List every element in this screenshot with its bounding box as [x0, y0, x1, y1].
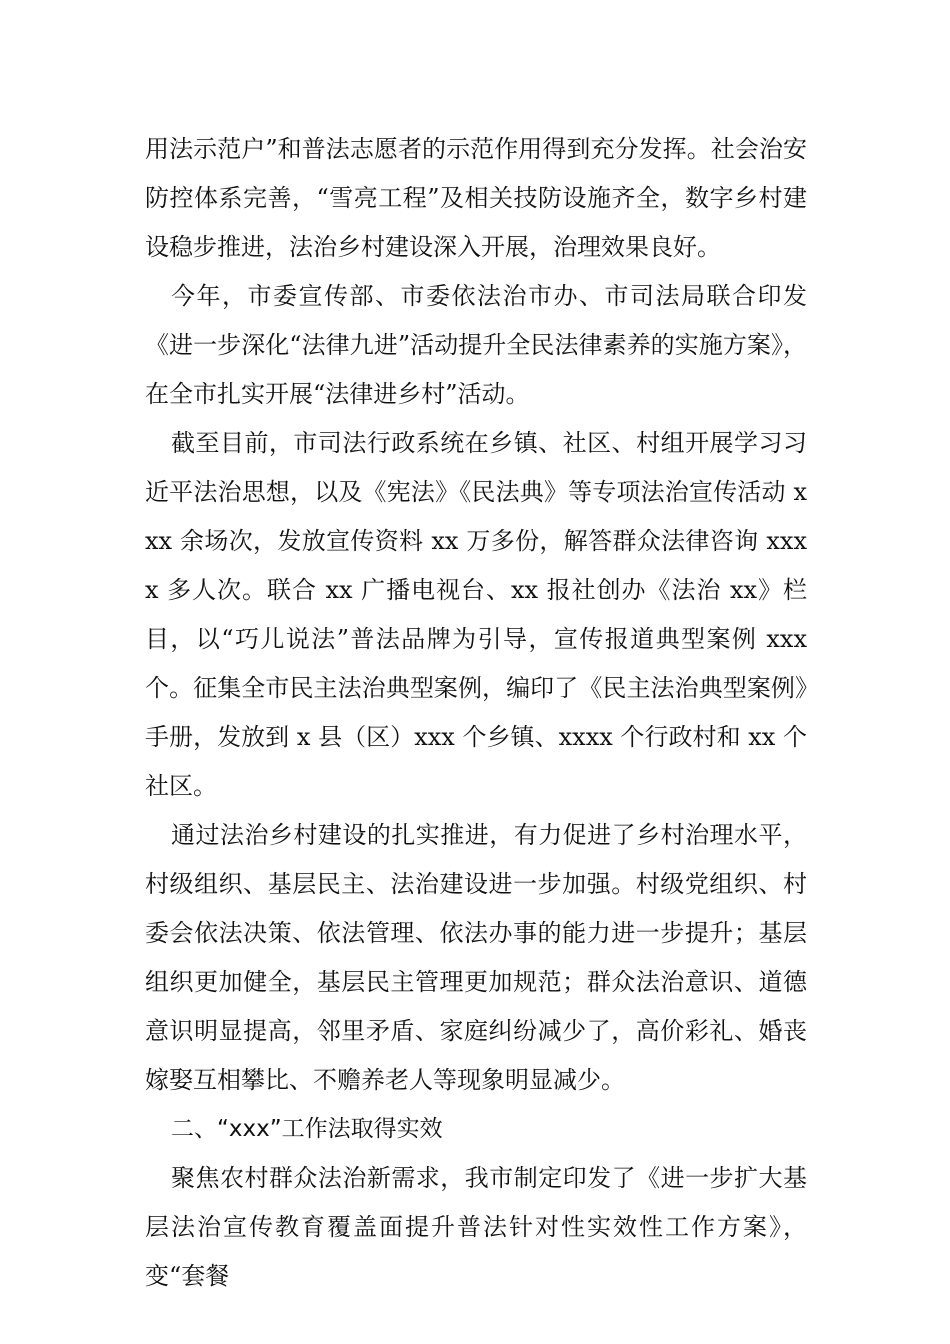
- paragraph-4: 通过法治乡村建设的扎实推进，有力促进了乡村治理水平，村级组织、基层民主、法治建设进一步加强。村级党组织、村委会依法决策、依法管理、依法办事的能力进一步提升；基层组织更加健全，基层民主管理更加规范；群众法治意识、道德意识明显提高，邻里矛盾、家庭纠纷减少了，高价彩礼、婚丧嫁娶互相攀比、不赡养老人等现象明显减少。: [145, 821, 807, 1094]
- paragraph-1: 用法示范户”和普法志愿者的示范作用得到充分发挥。社会治安防控体系完善，“雪亮工程”及相关技防设施齐全，数字乡村建设稳步推进，法治乡村建设深入开展，治理效果良好。: [145, 135, 807, 261]
- document-body: [145, 125, 807, 1301]
- paragraph-5: 聚焦农村群众法治新需求，我市制定印发了《进一步扩大基层法治宣传教育覆盖面提升普法针对性实效性工作方案》，变“套餐: [145, 1164, 807, 1290]
- paragraph-2: 今年，市委宣传部、市委依法治市办、市司法局联合印发《进一步深化“法律九进”活动提升全民法律素养的实施方案》，在全市扎实开展“法律进乡村”活动。: [145, 282, 807, 408]
- section-heading: 二、“xxx”工作法取得实效: [171, 1116, 443, 1142]
- paragraph-3: 截至目前，市司法行政系统在乡镇、社区、村组开展学习习近平法治思想，以及《宪法》《民法典》等专项法治宣传活动 xxx 余场次，发放宣传资料 xx 万多份，解答群众法律咨询 xxxx 多人次。联合 xx 广播电视台、xx 报社创办《法治 xx》栏目，以“巧儿说法”普法品牌为引导，宣传报道典型案例 xxx 个。征集全市民主法治典型案例，编印了《民主法治典型案例》手册，发放到 x 县（区）xxx 个乡镇、xxxx 个行政村和 xx 个社区。: [145, 429, 807, 800]
